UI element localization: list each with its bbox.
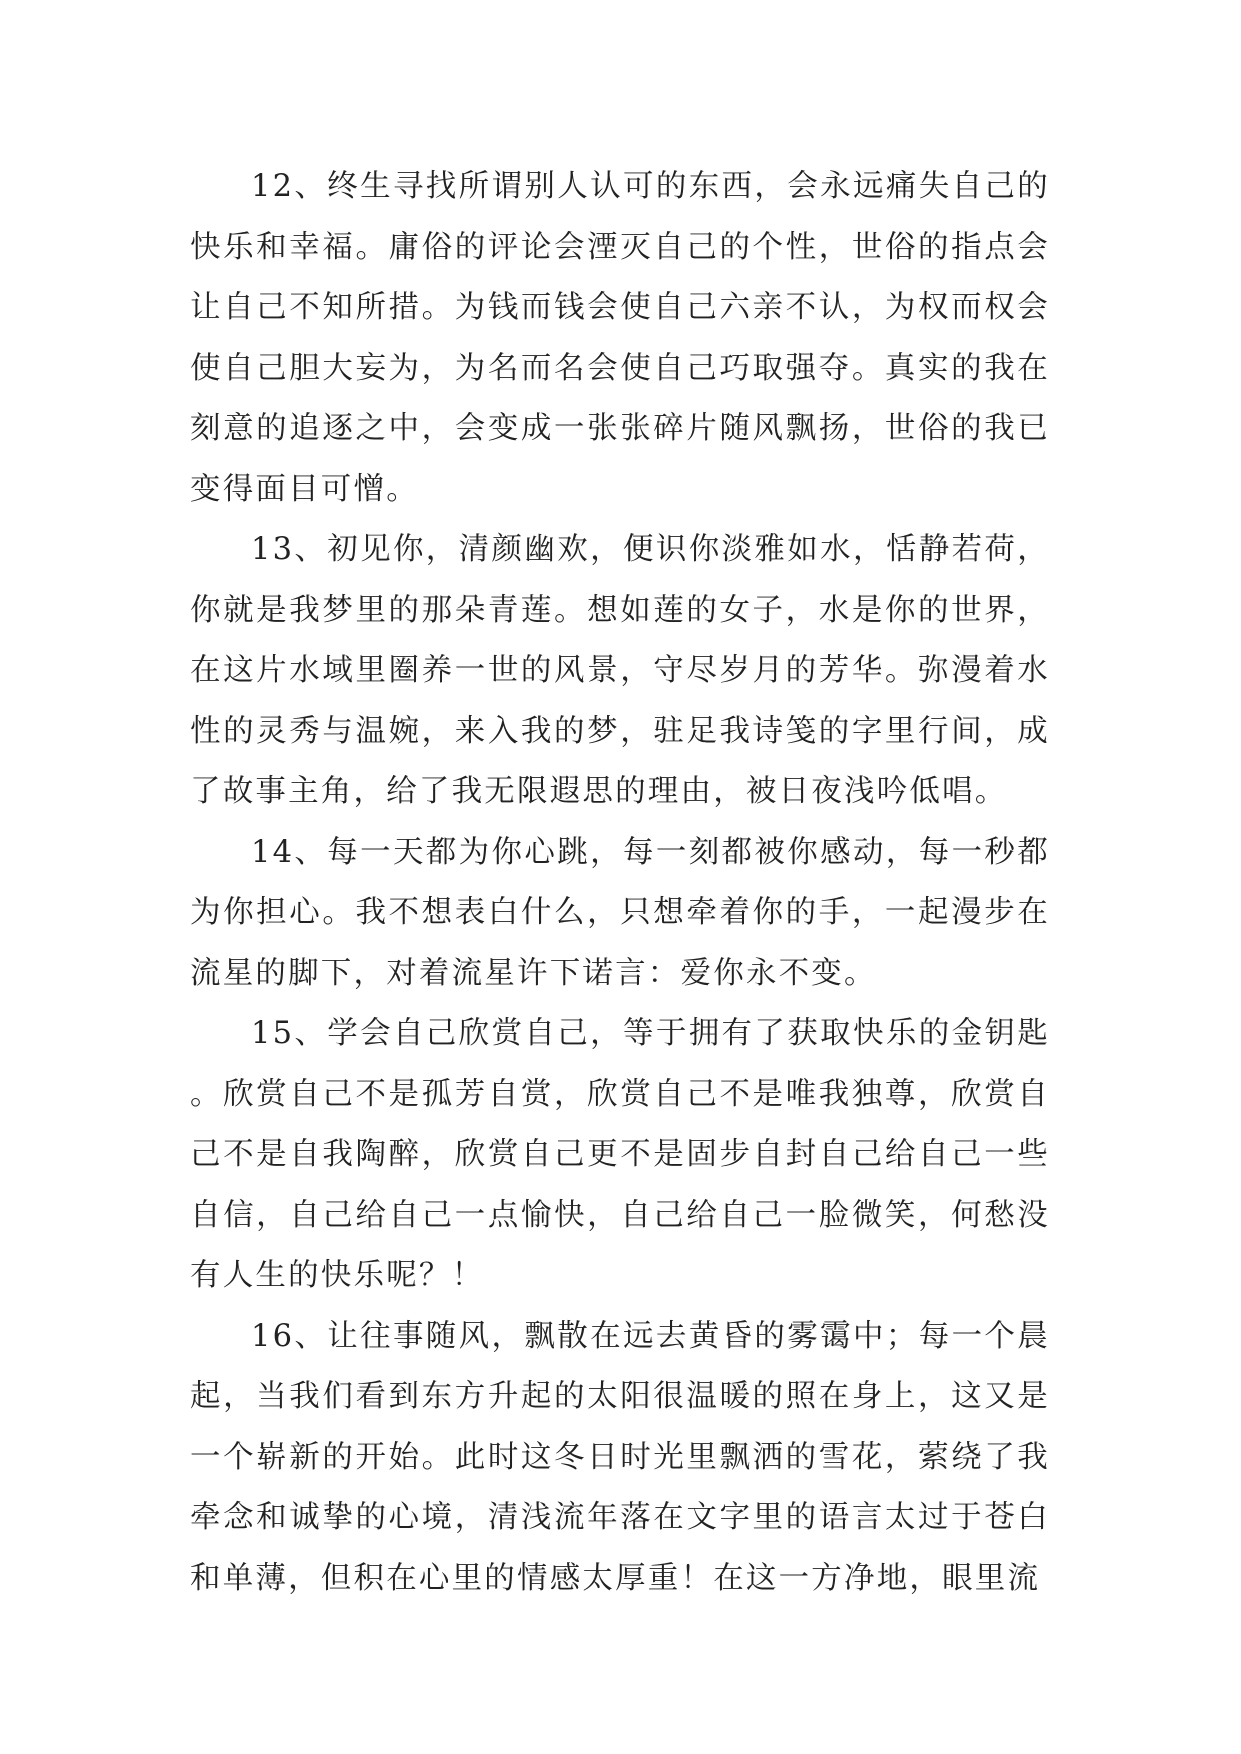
paragraph-13: 13、初见你，清颜幽欢，便识你淡雅如水，恬静若荷，你就是我梦里的那朵青莲。想如莲的女子，水是你的世界，在这片水域里圈养一世的风景，守尽岁月的芳华。弥漫着水性的灵秀与温婉，来入我的梦，驻足我诗笺的字里行间，成了故事主角，给了我无限遐思的理由，被日夜浅吟低唱。 bbox=[190, 532, 1050, 809]
document-body bbox=[190, 157, 1050, 1609]
paragraph-16: 16、让往事随风，飘散在远去黄昏的雾霭中；每一个晨起，当我们看到东方升起的太阳很温暖的照在身上，这又是一个崭新的开始。此时这冬日时光里飘洒的雪花，萦绕了我牵念和诚挚的心境，清浅流年落在文字里的语言太过于苍白和单薄，但积在心里的情感太厚重！在这一方净地，眼里流 bbox=[190, 1318, 1050, 1596]
paragraph-12: 12、终生寻找所谓别人认可的东西，会永远痛失自己的快乐和幸福。庸俗的评论会湮灭自己的个性，世俗的指点会让自己不知所措。为钱而钱会使自己六亲不认，为权而权会使自己胆大妄为，为名而名会使自己巧取强夺。真实的我在刻意的追逐之中，会变成一张张碎片随风飘扬，世俗的我已变得面目可憎。 bbox=[190, 169, 1050, 507]
paragraph-15: 15、学会自己欣赏自己，等于拥有了获取快乐的金钥匙。欣赏自己不是孤芳自赏，欣赏自己不是唯我独尊，欣赏自己不是自我陶醉，欣赏自己更不是固步自封自己给自己一些自信，自己给自己一点愉快，自己给自己一脸微笑，何愁没有人生的快乐呢？！ bbox=[190, 1016, 1050, 1293]
paragraph-14: 14、每一天都为你心跳，每一刻都被你感动，每一秒都为你担心。我不想表白什么，只想牵着你的手，一起漫步在流星的脚下，对着流星许下诺言：爱你永不变。 bbox=[190, 834, 1050, 991]
